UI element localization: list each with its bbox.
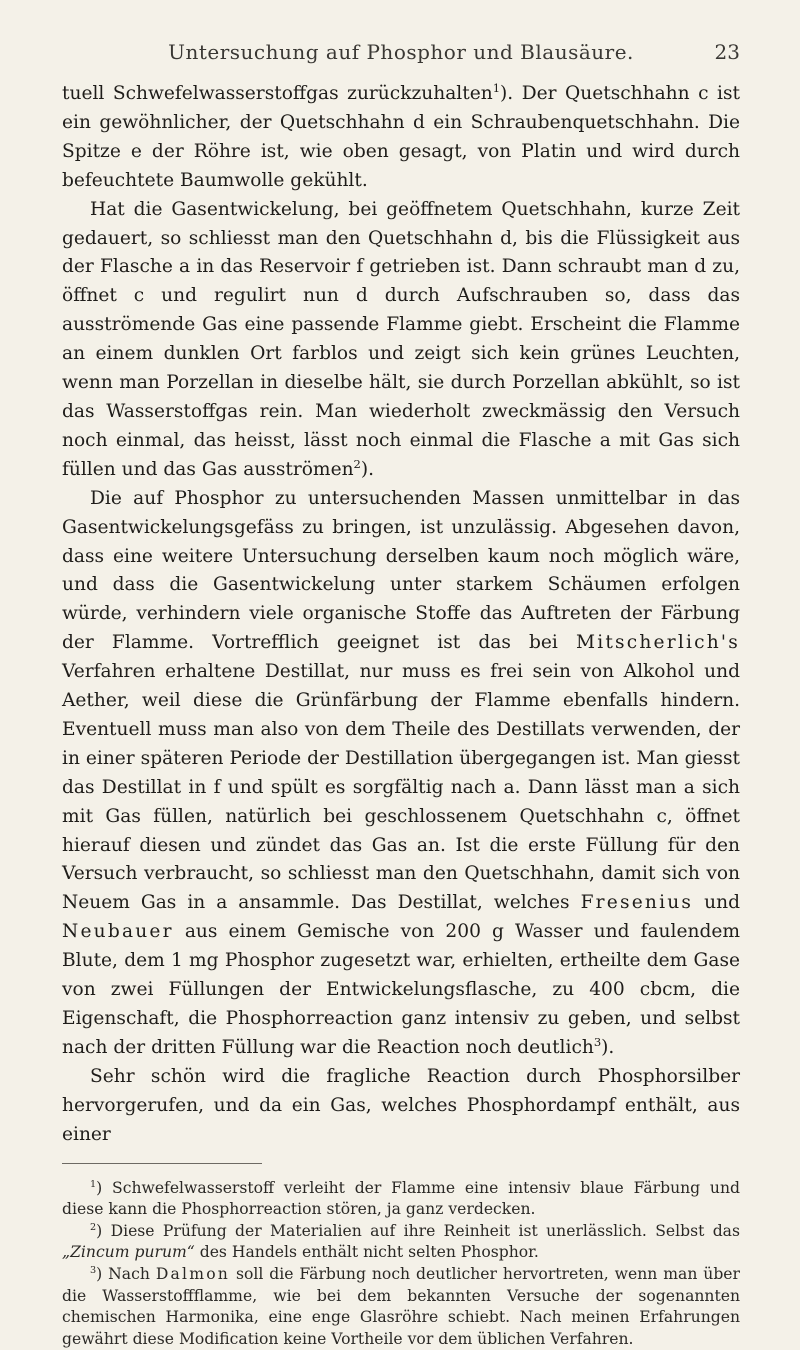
- footnote-ref-2: 2: [353, 456, 361, 471]
- author-name-mitscherlich: Mitscherlich's: [575, 632, 740, 654]
- footnotes: [62, 1178, 740, 1350]
- author-name-neubauer: Neubauer: [62, 921, 174, 943]
- footnote-text: des Handels enthält nicht selten Phosphor.: [199, 1243, 539, 1262]
- text-run: Die auf Phosphor zu untersuchenden Massen unmittelbar in das Gasentwickelungsgefäss zu bringen, ist unzulässig. Abgesehen davon, dass eine weitere Untersuchung derselben kaum noch möglich wäre, und dass die Gasentwickelung unter starkem Schäumen erfolgen würde, verhindern viele organische Stoffe das Auftreten der Färbung der Flamme. Vortrefflich geeignet ist das bei: [62, 487, 740, 654]
- footnote-1: [62, 1178, 740, 1221]
- text-run: ).: [360, 458, 375, 480]
- paragraph-3: [62, 485, 740, 1063]
- footnote-divider: [62, 1163, 262, 1164]
- author-name-dalmon: Dalmon: [155, 1264, 231, 1283]
- footnote-text: ) Nach: [96, 1264, 150, 1283]
- text-run: Sehr schön wird die fragliche Reaction durch Phosphorsilber hervorgerufen, und da ein Gas, welches Phosphordampf enthält, aus einer: [62, 1065, 740, 1145]
- running-title: Untersuchung auf Phosphor und Blausäure.: [168, 40, 634, 64]
- footnote-text: ) Diese Prüfung der Materialien auf ihre Reinheit ist unerlässlich. Selbst das: [96, 1221, 740, 1240]
- paragraph-4: [62, 1063, 740, 1150]
- paragraph-1: [62, 80, 740, 196]
- footnote-text: soll die Färbung noch deutlicher hervortreten, wenn man über die Wasserstoffflamme, wie bei dem bekannten Versuche der sogenannten chemischen Harmonika, eine enge Glasröhre schiebt. Nach meinen Erfahrungen gewährt diese Modification keine Vortheile vor dem üblichen Verfahren.: [62, 1264, 740, 1348]
- text-run: Verfahren erhaltene Destillat, nur muss es frei sein von Alkohol und Aether, weil diese die Grünfärbung der Flamme ebenfalls hindern. Eventuell muss man also von dem Theile des Destillats verwenden, der in einer späteren Periode der Destillation übergegangen ist. Man giesst das Destillat in f und spült es sorgfältig nach a. Dann lässt man a sich mit Gas füllen, natürlich bei geschlossenem Quetschhahn c, öffnet hierauf diesen und zündet das Gas an. Ist die erste Füllung für den Versuch verbraucht, so schliesst man den Quetschhahn, damit sich von Neuem Gas in a ansammle. Das Destillat, welches: [62, 661, 740, 914]
- text-run: aus einem Gemische von 200 g Wasser und faulendem Blute, dem 1 mg Phosphor zugesetzt war, erhielten, ertheilte dem Gase von zwei Füllungen der Entwickelungsflasche, zu 400 cbcm, die Eigenschaft, die Phosphorreaction ganz intensiv zu geben, und selbst nach der dritten Füllung war die Reaction noch deutlich: [62, 921, 740, 1058]
- footnote-ref-1: 1: [492, 80, 501, 95]
- paragraph-2: [62, 196, 740, 485]
- page-header: [62, 40, 740, 80]
- footnote-text: ) Schwefelwasserstoff verleiht der Flamme eine intensiv blaue Färbung und diese kann die Phosphorreaction stören, ja ganz verdecken.: [62, 1178, 740, 1219]
- footnote-ref-3: 3: [593, 1034, 602, 1049]
- page-number: 23: [714, 40, 740, 64]
- text-run: tuell Schwefelwasserstoffgas zurückzuhalten: [62, 83, 493, 104]
- footnote-3: [62, 1264, 740, 1350]
- text-run: ).: [601, 1036, 615, 1058]
- text-run: und: [704, 892, 740, 914]
- footnote-number: 3: [90, 1264, 97, 1276]
- text-run: ). Der Quetschhahn c ist ein gewöhnlicher, der Quetschhahn d ein Schraubenquetschhahn. Die Spitze e der Röhre ist, wie oben gesagt, von Platin und wird durch befeuchtete Baumwolle gekühlt.: [62, 83, 741, 191]
- footnote-quote: „Zincum purum“: [62, 1243, 195, 1262]
- text-run: Hat die Gasentwickelung, bei geöffnetem Quetschhahn, kurze Zeit gedauert, so schliesst man den Quetschhahn d, bis die Flüssigkeit aus der Flasche a in das Reservoir f getrieben ist. Dann schraubt man d zu, öffnet c und regulirt nun d durch Aufschrauben so, dass das ausströmende Gas eine passende Flamme giebt. Erscheint die Flamme an einem dunklen Ort farblos und zeigt sich kein grünes Leuchten, wenn man Porzellan in dieselbe hält, sie durch Porzellan abkühlt, so ist das Wasserstoffgas rein. Man wiederholt zweckmässig den Versuch noch einmal, das heisst, lässt noch einmal die Flasche a mit Gas sich füllen und das Gas ausströmen: [62, 198, 740, 480]
- author-name-fresenius: Fresenius: [580, 892, 694, 914]
- main-text: [62, 80, 740, 1150]
- footnote-number: 1: [90, 1178, 97, 1190]
- footnote-number: 2: [90, 1221, 97, 1233]
- footnote-2: [62, 1221, 740, 1264]
